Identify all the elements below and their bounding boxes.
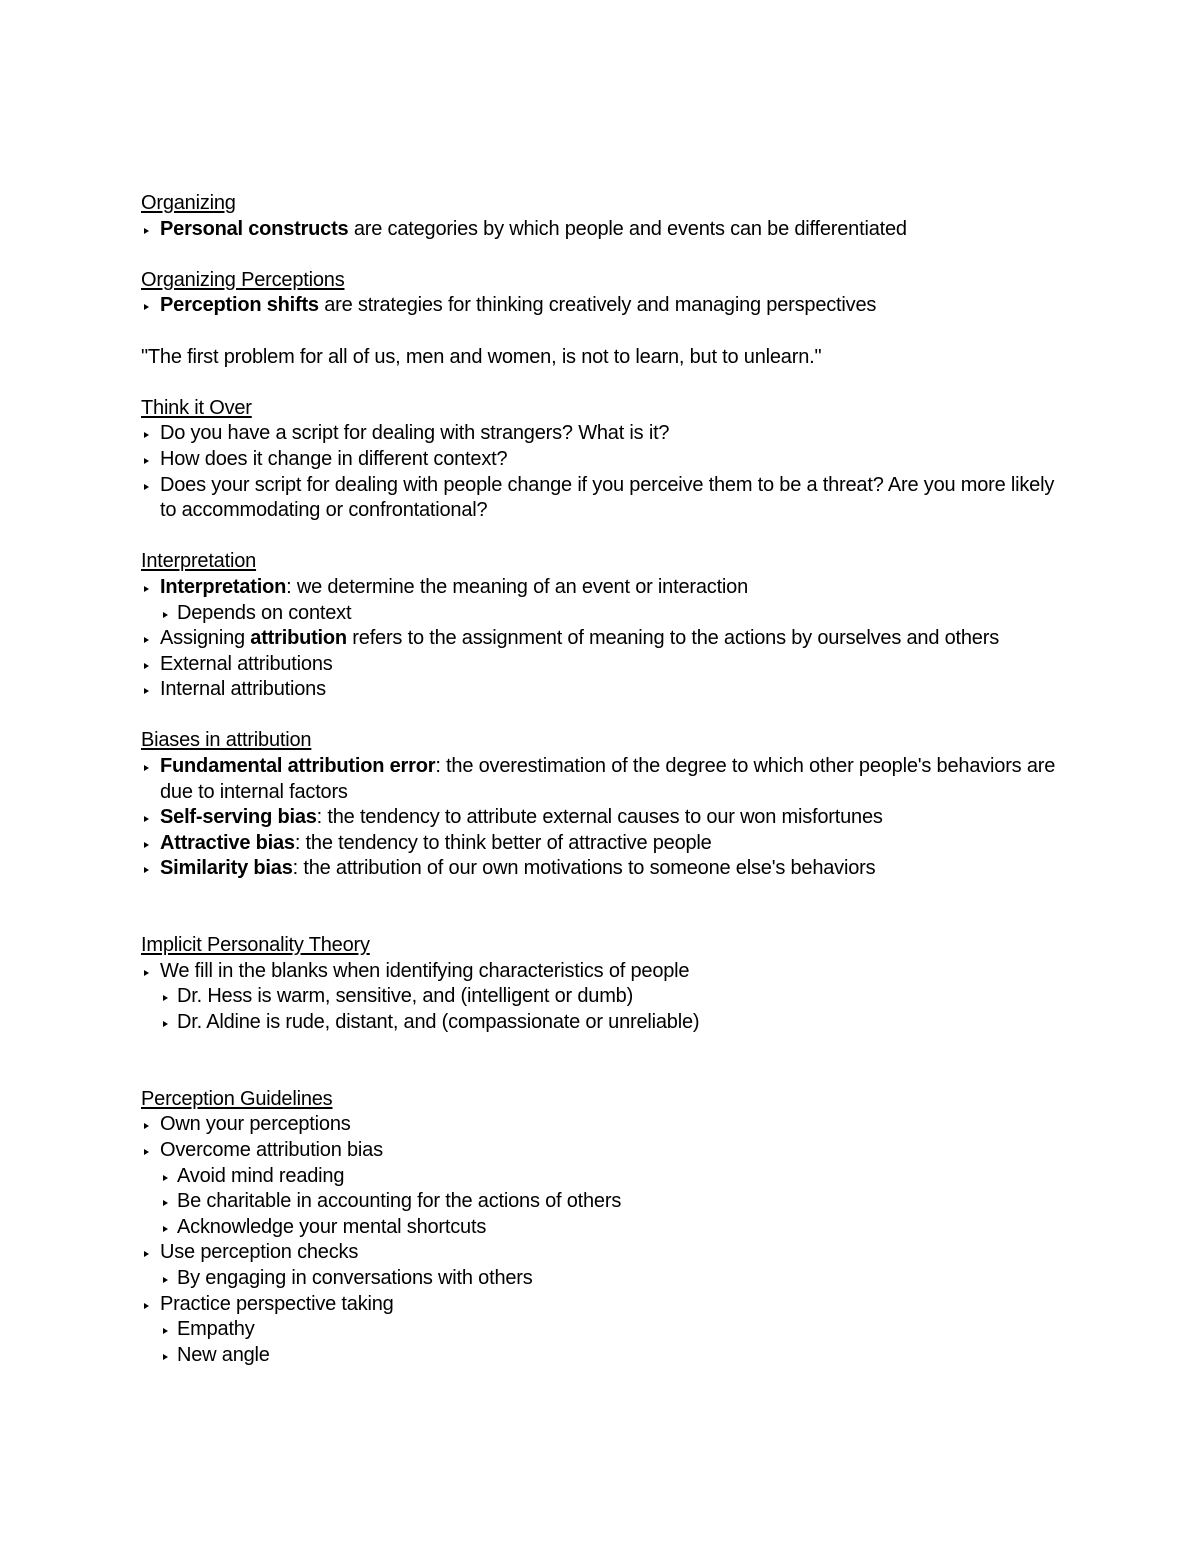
list-item: External attributions — [141, 652, 1071, 678]
key-term: Interpretation — [160, 575, 287, 598]
list-item: Internal attributions — [141, 677, 1071, 703]
item-text: We fill in the blanks when identifying characteristics of people — [160, 959, 690, 982]
list-item — [141, 1292, 1071, 1369]
sub-list-item: New angle — [160, 1343, 1071, 1369]
bullet-list — [141, 959, 1071, 1036]
section-heading: Think it Over — [141, 396, 252, 419]
item-text: : the tendency to think better of attractive people — [294, 831, 712, 854]
quote-text: "The first problem for all of us, men and women, is not to learn, but to unlearn." — [141, 345, 822, 368]
item-text: Practice perspective taking — [160, 1292, 394, 1315]
item-text: Assigning — [160, 627, 251, 650]
key-term: Self-serving bias — [160, 806, 317, 829]
section-organizing-perceptions — [141, 268, 1071, 319]
sub-bullet-list — [160, 1266, 1071, 1292]
list-item — [141, 831, 1071, 857]
sub-bullet-list — [160, 1164, 1071, 1241]
list-item: Does your script for dealing with people change if you perceive them to be a threat? Are you more likely to accommodating or confrontational? — [141, 473, 1071, 524]
item-text: : the tendency to attribute external causes to our won misfortunes — [316, 806, 883, 829]
item-text: are categories by which people and events can be differentiated — [348, 217, 907, 240]
section-heading: Organizing — [141, 192, 236, 214]
item-text: Use perception checks — [160, 1241, 359, 1264]
list-item — [141, 959, 1071, 1036]
bullet-list — [141, 293, 1071, 319]
list-item: How does it change in different context? — [141, 447, 1071, 473]
list-item — [141, 1240, 1071, 1291]
item-text: : the attribution of our own motivations to someone else's behaviors — [292, 857, 876, 880]
key-term: Perception shifts — [160, 294, 319, 317]
section-heading: Perception Guidelines — [141, 1087, 333, 1110]
list-item: Own your perceptions — [141, 1112, 1071, 1138]
section-heading: Implicit Personality Theory — [141, 934, 370, 957]
list-item — [141, 293, 1071, 319]
sub-bullet-list — [160, 601, 1071, 627]
sub-bullet-list — [160, 1317, 1071, 1368]
section-implicit-personality-theory — [141, 933, 1071, 1035]
key-term: Attractive bias — [160, 831, 295, 854]
key-term: attribution — [250, 627, 347, 650]
sub-list-item: By engaging in conversations with others — [160, 1266, 1071, 1292]
section-interpretation — [141, 549, 1071, 703]
list-item — [141, 1138, 1071, 1240]
list-item — [141, 856, 1071, 882]
sub-list-item: Dr. Aldine is rude, distant, and (compassionate or unreliable) — [160, 1010, 1071, 1036]
key-term: Similarity bias — [160, 857, 293, 880]
list-item — [141, 754, 1071, 805]
sub-list-item: Acknowledge your mental shortcuts — [160, 1215, 1071, 1241]
list-item: Do you have a script for dealing with strangers? What is it? — [141, 421, 1071, 447]
section-perception-guidelines — [141, 1087, 1071, 1369]
bullet-list — [141, 217, 1071, 243]
sub-list-item: Dr. Hess is warm, sensitive, and (intelligent or dumb) — [160, 984, 1071, 1010]
item-text: : we determine the meaning of an event or interaction — [286, 575, 749, 598]
section-think-it-over — [141, 396, 1071, 524]
sub-list-item: Be charitable in accounting for the actions of others — [160, 1189, 1071, 1215]
section-heading: Interpretation — [141, 550, 257, 573]
section-organizing — [141, 191, 1071, 242]
list-item — [141, 217, 1071, 243]
sub-bullet-list — [160, 984, 1071, 1035]
item-text: : the overestimation of the degree to which other people's behaviors are due to internal factors — [160, 755, 1056, 803]
item-text: refers to the assignment of meaning to the actions by ourselves and others — [346, 627, 999, 650]
bullet-list — [141, 754, 1071, 882]
list-item — [141, 626, 1071, 652]
list-item — [141, 805, 1071, 831]
section-biases-in-attribution — [141, 728, 1071, 882]
bullet-list — [141, 575, 1071, 703]
key-term: Fundamental attribution error — [160, 755, 436, 778]
sub-list-item: Depends on context — [160, 601, 1071, 627]
sub-list-item: Empathy — [160, 1317, 1071, 1343]
section-heading: Organizing Perceptions — [141, 268, 345, 291]
list-item — [141, 575, 1071, 626]
sub-list-item: Avoid mind reading — [160, 1164, 1071, 1190]
bullet-list — [141, 1112, 1071, 1368]
section-heading: Biases in attribution — [141, 729, 312, 752]
key-term: Personal constructs — [160, 217, 349, 240]
notes-content — [141, 191, 1071, 1394]
bullet-list — [141, 421, 1071, 523]
item-text: are strategies for thinking creatively and managing perspectives — [318, 294, 877, 317]
item-text: Overcome attribution bias — [160, 1138, 383, 1161]
